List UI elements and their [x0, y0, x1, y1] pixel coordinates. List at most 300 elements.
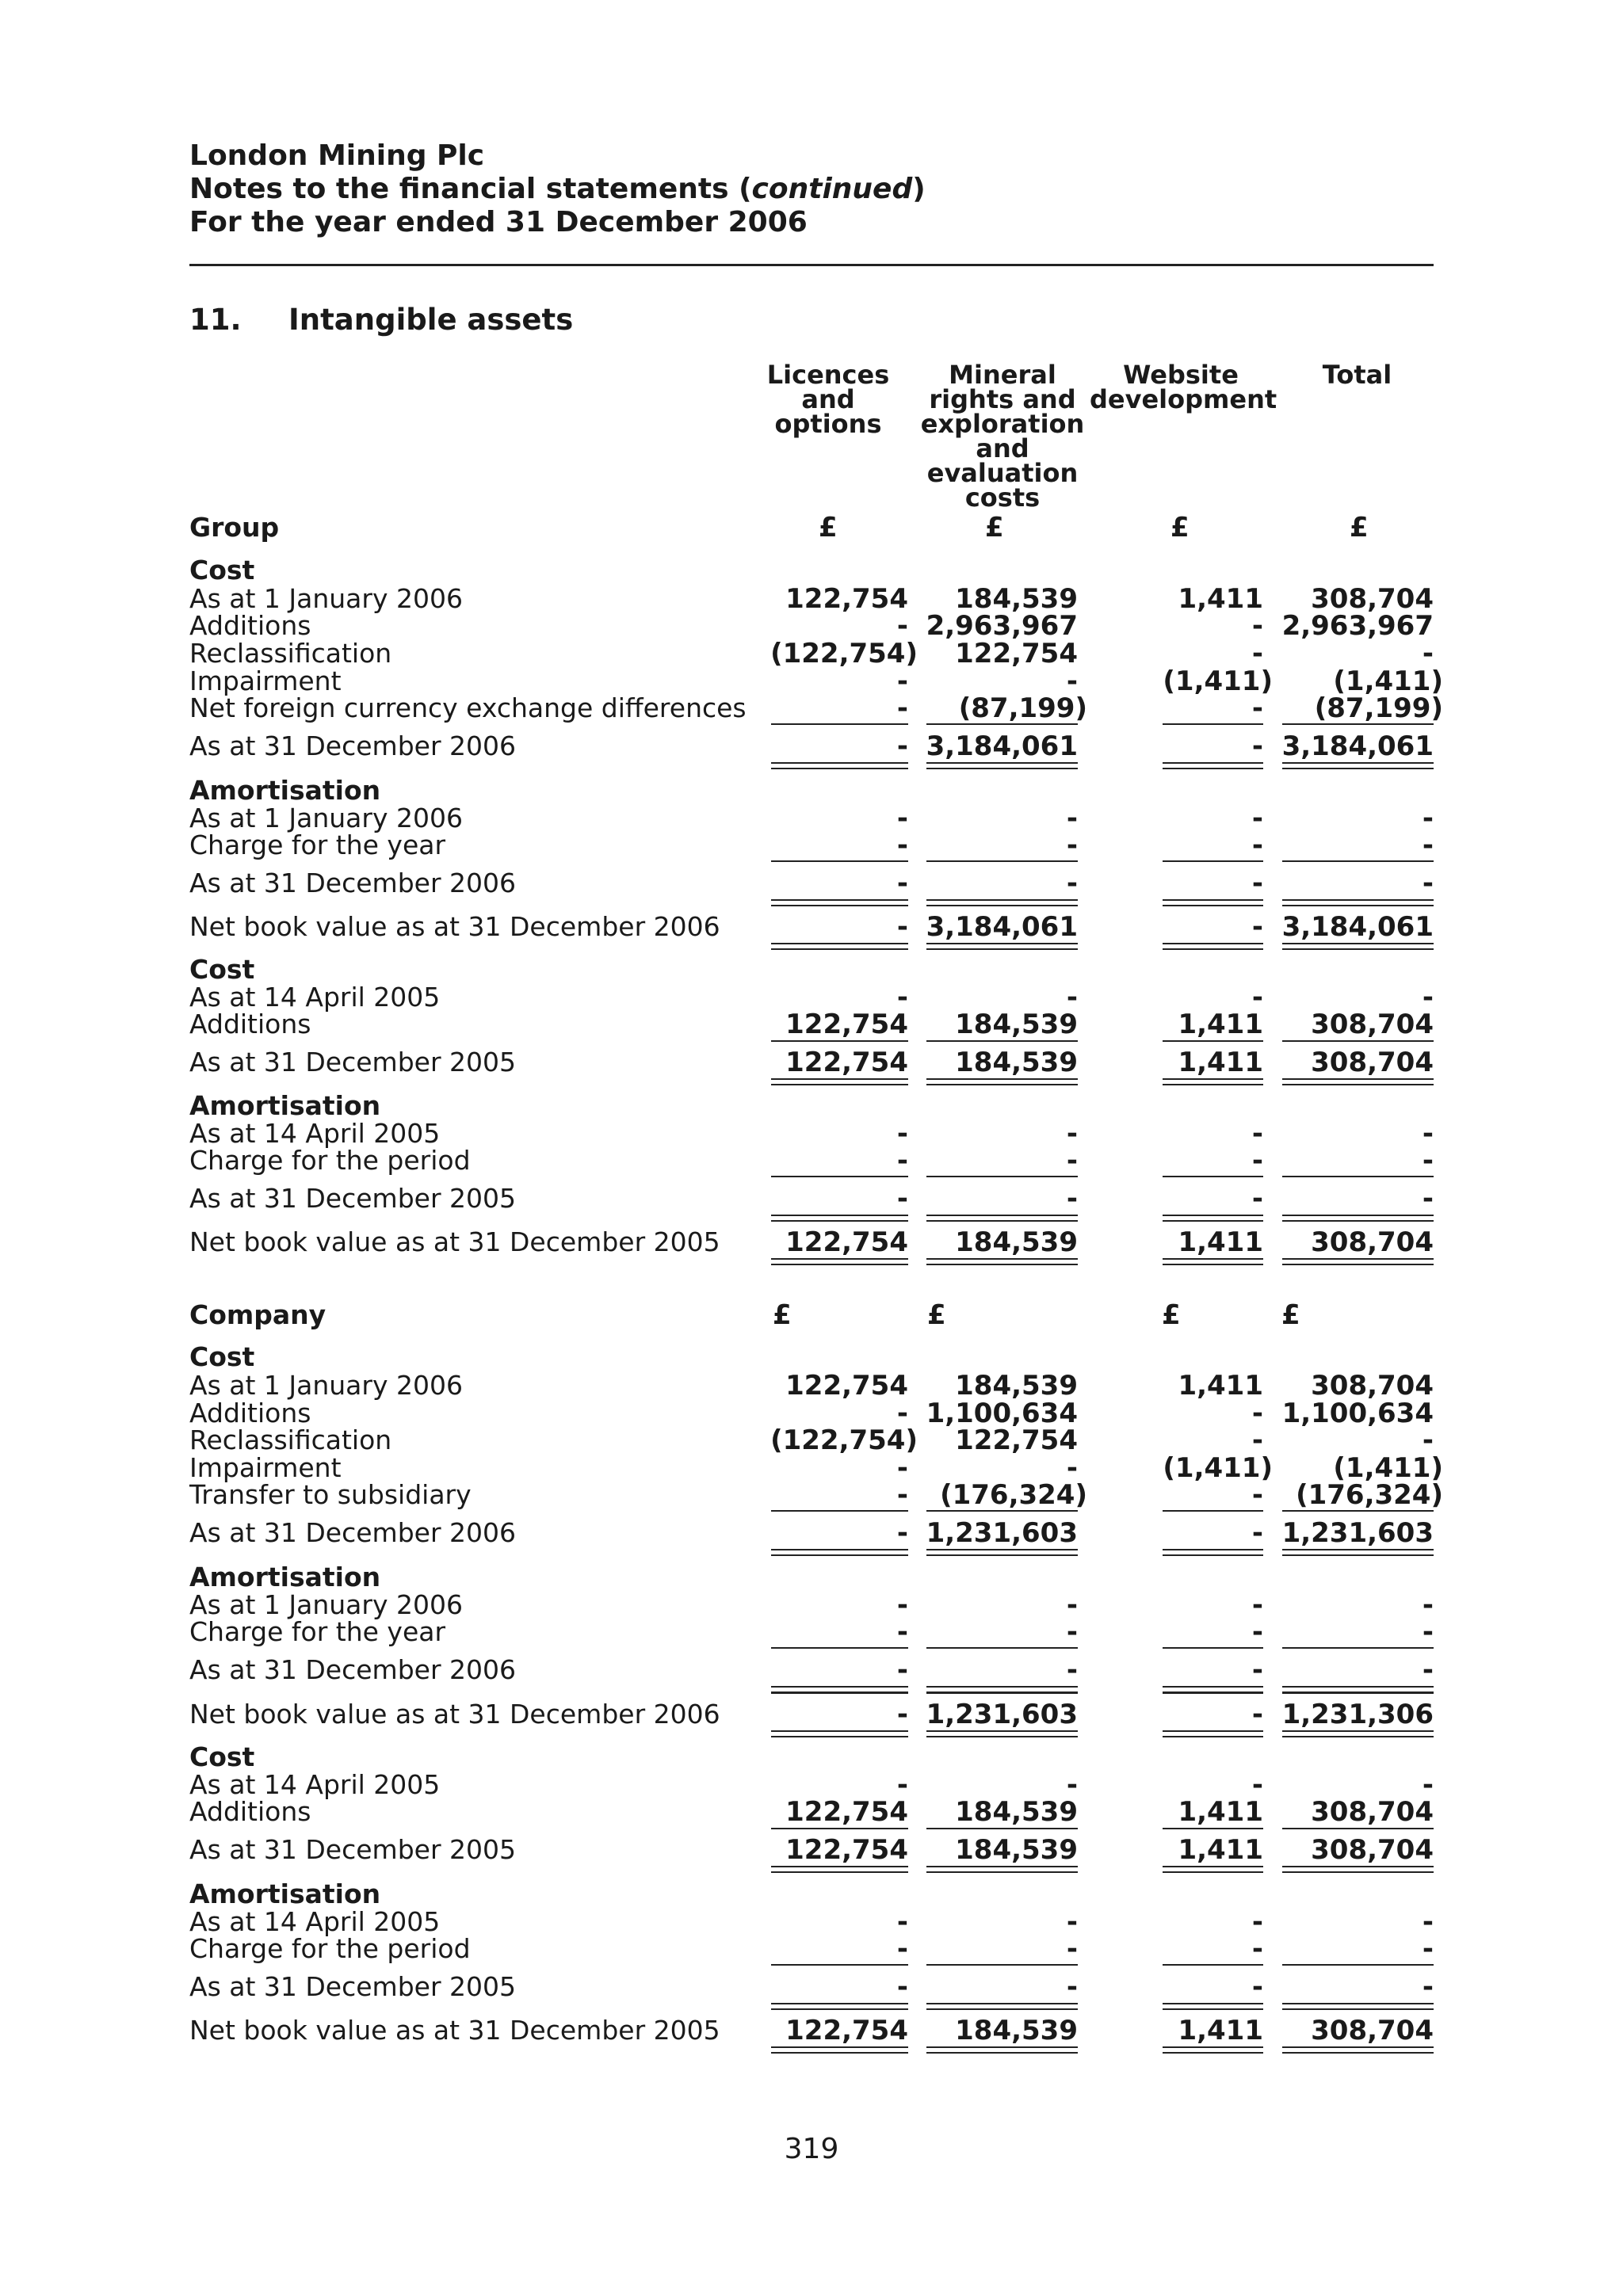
- subtotal-rule: [926, 905, 1078, 906]
- total-double-rule: [771, 1084, 908, 1085]
- row-label: As at 31 December 2005: [189, 1183, 516, 1214]
- table-cell: 184,539: [955, 583, 1078, 615]
- table-cell: -: [1251, 1118, 1263, 1150]
- table-cell: -: [1251, 1906, 1263, 1938]
- total-double-rule: [926, 948, 1078, 950]
- total-double-rule: [771, 768, 908, 769]
- total-double-rule: [771, 1686, 908, 1688]
- table-row: [0, 1517, 1623, 1549]
- total-double-rule: [926, 768, 1078, 769]
- header-divider: [189, 264, 1434, 266]
- table-cell: -: [1251, 1425, 1263, 1456]
- row-label: As at 31 December 2005: [189, 1834, 516, 1865]
- table-cell: -: [1422, 1654, 1434, 1686]
- table-row: [0, 1183, 1623, 1215]
- row-label: As at 14 April 2005: [189, 1906, 441, 1937]
- total-double-rule: [771, 948, 908, 950]
- table-cell: -: [1066, 1589, 1078, 1621]
- table-cell: (87,199): [958, 692, 1087, 724]
- subtotal-rule: [1282, 1040, 1434, 1042]
- total-double-rule: [1282, 2046, 1434, 2048]
- table-cell: (1,411): [1333, 666, 1443, 697]
- table-cell: -: [1251, 1145, 1263, 1177]
- table-cell: -: [1251, 730, 1263, 762]
- table-row: [0, 1796, 1623, 1828]
- table-row: [0, 911, 1623, 943]
- table-cell: -: [896, 803, 908, 834]
- table-cell: -: [896, 1971, 908, 2003]
- total-double-rule: [1282, 1866, 1434, 1867]
- subtotal-rule: [1282, 2008, 1434, 2010]
- table-cell: -: [1066, 830, 1078, 861]
- row-label: Cost: [189, 555, 255, 585]
- table-row: [0, 1616, 1623, 1648]
- table-cell: -: [896, 1906, 908, 1938]
- table-row: [0, 1562, 1623, 1590]
- row-label: Reclassification: [189, 1425, 392, 1455]
- table-cell: -: [896, 830, 908, 861]
- table-cell: -: [1066, 868, 1078, 899]
- table-cell: -: [1251, 830, 1263, 861]
- row-label: Additions: [189, 1398, 311, 1428]
- table-row: [0, 1906, 1623, 1938]
- table-row: [0, 583, 1623, 615]
- subtotal-rule: [771, 860, 908, 862]
- table-cell: 308,704: [1311, 1047, 1434, 1078]
- subtotal-rule: [1163, 1176, 1263, 1177]
- total-double-rule: [1282, 762, 1434, 764]
- table-cell: 308,704: [1311, 1226, 1434, 1258]
- row-label: Amortisation: [189, 775, 381, 806]
- table-cell: 184,539: [955, 1370, 1078, 1402]
- table-row: [0, 1699, 1623, 1730]
- row-label: Cost: [189, 1341, 255, 1372]
- table-cell: -: [896, 1616, 908, 1648]
- subtotal-rule: [1163, 1692, 1263, 1694]
- total-double-rule: [771, 1866, 908, 1867]
- table-cell: 184,539: [955, 1047, 1078, 1078]
- table-cell: 308,704: [1311, 1370, 1434, 1402]
- row-label: As at 31 December 2006: [189, 868, 516, 898]
- table-row: [0, 1425, 1623, 1456]
- section-title: Intangible assets: [288, 303, 574, 337]
- table-cell: 122,754: [955, 1425, 1078, 1456]
- total-double-rule: [1163, 943, 1263, 944]
- table-cell: -: [1251, 1933, 1263, 1965]
- total-double-rule: [771, 1258, 908, 1260]
- table-cell: -: [896, 1452, 908, 1484]
- table-cell: -: [1066, 1616, 1078, 1648]
- subtotal-rule: [1163, 723, 1263, 725]
- subtotal-rule: [771, 1220, 908, 1222]
- table-cell: -: [1422, 1183, 1434, 1215]
- row-label: As at 14 April 2005: [189, 1118, 441, 1149]
- table-cell: -: [1422, 868, 1434, 899]
- table-cell: -: [1251, 1589, 1263, 1621]
- table-cell: 122,754: [785, 1226, 908, 1258]
- table-row: [0, 1047, 1623, 1078]
- table-row: [0, 1933, 1623, 1965]
- table-cell: 308,704: [1311, 583, 1434, 615]
- table-cell: -: [1251, 692, 1263, 724]
- table-row: [0, 1834, 1623, 1866]
- row-label: Net book value as at 31 December 2005: [189, 1226, 720, 1257]
- table-cell: -: [1422, 1145, 1434, 1177]
- table-row: [0, 982, 1623, 1013]
- subtotal-rule: [1282, 1964, 1434, 1966]
- subtotal-rule: [1282, 723, 1434, 725]
- row-label: Cost: [189, 954, 255, 985]
- total-double-rule: [1282, 1730, 1434, 1732]
- table-cell: -: [1422, 830, 1434, 861]
- row-label: Company: [189, 1299, 327, 1330]
- row-label: As at 14 April 2005: [189, 1769, 441, 1800]
- table-cell: 308,704: [1311, 1009, 1434, 1040]
- total-double-rule: [771, 1549, 908, 1550]
- subtotal-rule: [926, 2008, 1078, 2010]
- table-cell: 122,754: [785, 1047, 908, 1078]
- table-cell: -: [1422, 1933, 1434, 1965]
- section-heading: [189, 303, 574, 337]
- table-row: [0, 1589, 1623, 1621]
- total-double-rule: [926, 1866, 1078, 1867]
- row-label: As at 31 December 2006: [189, 1654, 516, 1685]
- section-number: 11.: [189, 303, 242, 337]
- subtotal-rule: [1282, 1176, 1434, 1177]
- table-cell: -: [1066, 666, 1078, 697]
- page-number: 319: [784, 2133, 839, 2165]
- table-cell: 1,231,603: [926, 1517, 1078, 1549]
- table-cell: (176,324): [940, 1479, 1087, 1511]
- row-label: As at 14 April 2005: [189, 982, 441, 1013]
- row-label: As at 1 January 2006: [189, 1589, 463, 1620]
- subtotal-rule: [1282, 1510, 1434, 1512]
- table-cell: -: [1251, 1654, 1263, 1686]
- total-double-rule: [771, 1554, 908, 1556]
- table-row: [0, 1769, 1623, 1801]
- total-double-rule: [771, 1736, 908, 1737]
- table-cell: 1,231,603: [926, 1699, 1078, 1730]
- table-cell: 184,539: [955, 1834, 1078, 1866]
- row-label: Charge for the year: [189, 1616, 446, 1647]
- column-header-licences: Licences and options: [766, 360, 890, 439]
- table-cell: -: [1066, 1654, 1078, 1686]
- table-cell: 2,963,967: [926, 610, 1078, 642]
- table-cell: 1,411: [1178, 583, 1263, 615]
- table-cell: -: [1066, 1906, 1078, 1938]
- currency-symbol: £: [1350, 512, 1369, 543]
- table-cell: -: [1422, 1971, 1434, 2003]
- table-row: [0, 775, 1623, 806]
- table-cell: -: [1422, 982, 1434, 1013]
- table-cell: (122,754): [770, 638, 918, 669]
- row-label: As at 31 December 2005: [189, 1971, 516, 2002]
- table-cell: -: [1066, 1118, 1078, 1150]
- table-row: [0, 830, 1623, 861]
- table-cell: -: [1066, 1933, 1078, 1965]
- column-header-mineral-rights: Mineral rights and exploration and evaluation costs: [920, 360, 1085, 513]
- total-double-rule: [771, 1871, 908, 1873]
- table-row: [0, 1479, 1623, 1511]
- table-row: [0, 1145, 1623, 1177]
- table-cell: 1,411: [1178, 1796, 1263, 1828]
- row-label: As at 1 January 2006: [189, 583, 463, 614]
- row-label: Transfer to subsidiary: [189, 1479, 472, 1510]
- table-cell: (122,754): [770, 1425, 918, 1456]
- total-double-rule: [1163, 1866, 1263, 1867]
- row-label: Amortisation: [189, 1090, 381, 1121]
- row-label: As at 1 January 2006: [189, 1370, 463, 1401]
- table-cell: -: [1251, 1699, 1263, 1730]
- table-row: [0, 512, 1623, 543]
- table-row: [0, 730, 1623, 762]
- table-cell: -: [896, 730, 908, 762]
- subtotal-rule: [1282, 1647, 1434, 1649]
- total-double-rule: [1163, 1871, 1263, 1873]
- table-row: [0, 1654, 1623, 1686]
- table-cell: 122,754: [785, 1370, 908, 1402]
- subtotal-rule: [1163, 1964, 1263, 1966]
- notes-title: Notes to the financial statements (continued): [189, 173, 926, 205]
- table-row: [0, 1878, 1623, 1907]
- period-title: For the year ended 31 December 2006: [189, 206, 808, 238]
- table-cell: -: [896, 1699, 908, 1730]
- table-cell: -: [896, 911, 908, 943]
- total-double-rule: [926, 1736, 1078, 1737]
- table-cell: 1,411: [1178, 1226, 1263, 1258]
- table-cell: 184,539: [955, 1226, 1078, 1258]
- table-row: [0, 954, 1623, 985]
- subtotal-rule: [1282, 1828, 1434, 1829]
- currency-symbol: £: [985, 512, 1004, 543]
- row-label: Amortisation: [189, 1562, 381, 1592]
- total-double-rule: [1282, 2052, 1434, 2054]
- table-cell: -: [896, 1479, 908, 1511]
- table-cell: -: [896, 1769, 908, 1801]
- total-double-rule: [1282, 1258, 1434, 1260]
- row-label: Additions: [189, 1009, 311, 1039]
- row-label: As at 31 December 2006: [189, 730, 516, 761]
- subtotal-rule: [926, 860, 1078, 862]
- total-double-rule: [926, 899, 1078, 901]
- table-cell: 122,754: [955, 638, 1078, 669]
- total-double-rule: [926, 1554, 1078, 1556]
- total-double-rule: [1163, 1686, 1263, 1688]
- table-cell: 3,184,061: [926, 911, 1078, 943]
- table-cell: -: [1251, 911, 1263, 943]
- table-cell: -: [1251, 638, 1263, 669]
- total-double-rule: [1163, 762, 1263, 764]
- table-cell: -: [896, 1118, 908, 1150]
- subtotal-rule: [1163, 1040, 1263, 1042]
- table-cell: -: [1422, 1425, 1434, 1456]
- total-double-rule: [926, 762, 1078, 764]
- table-row: [0, 1370, 1623, 1402]
- total-double-rule: [1282, 1264, 1434, 1265]
- table-cell: -: [1422, 1906, 1434, 1938]
- table-cell: 122,754: [785, 583, 908, 615]
- table-cell: -: [896, 1145, 908, 1177]
- table-row: [0, 868, 1623, 899]
- subtotal-rule: [1282, 1220, 1434, 1222]
- total-double-rule: [771, 1078, 908, 1080]
- table-cell: -: [896, 692, 908, 724]
- row-label: As at 1 January 2006: [189, 803, 463, 833]
- total-double-rule: [1163, 899, 1263, 901]
- total-double-rule: [1163, 1215, 1263, 1216]
- table-cell: -: [1066, 803, 1078, 834]
- table-row: [0, 1971, 1623, 2003]
- table-cell: 122,754: [785, 1834, 908, 1866]
- subtotal-rule: [1163, 1647, 1263, 1649]
- total-double-rule: [926, 1215, 1078, 1216]
- table-cell: -: [896, 610, 908, 642]
- table-cell: -: [1422, 1769, 1434, 1801]
- subtotal-rule: [1163, 2008, 1263, 2010]
- subtotal-rule: [1163, 1510, 1263, 1512]
- currency-symbol: £: [927, 1299, 946, 1331]
- total-double-rule: [1163, 1549, 1263, 1550]
- table-cell: 1,411: [1178, 1370, 1263, 1402]
- table-cell: 184,539: [955, 1796, 1078, 1828]
- table-cell: 1,231,603: [1281, 1517, 1434, 1549]
- subtotal-rule: [1282, 905, 1434, 906]
- table-cell: -: [1422, 803, 1434, 834]
- subtotal-rule: [771, 1647, 908, 1649]
- table-row: [0, 1741, 1623, 1770]
- total-double-rule: [1163, 1258, 1263, 1260]
- total-double-rule: [771, 1264, 908, 1265]
- total-double-rule: [771, 2052, 908, 2054]
- total-double-rule: [1282, 1215, 1434, 1216]
- table-row: [0, 1398, 1623, 1429]
- table-cell: 308,704: [1311, 2015, 1434, 2046]
- row-label: Net book value as at 31 December 2006: [189, 911, 720, 942]
- table-cell: -: [896, 1654, 908, 1686]
- row-label: Net book value as at 31 December 2005: [189, 2015, 720, 2046]
- total-double-rule: [926, 1549, 1078, 1550]
- total-double-rule: [1282, 1549, 1434, 1550]
- total-double-rule: [926, 943, 1078, 944]
- table-cell: -: [896, 868, 908, 899]
- total-double-rule: [926, 1686, 1078, 1688]
- total-double-rule: [926, 1730, 1078, 1732]
- table-cell: 3,184,061: [926, 730, 1078, 762]
- total-double-rule: [1282, 1736, 1434, 1737]
- document-header: [189, 139, 926, 239]
- currency-symbol: £: [1162, 1299, 1181, 1331]
- subtotal-rule: [771, 905, 908, 906]
- total-double-rule: [1163, 1078, 1263, 1080]
- subtotal-rule: [771, 1040, 908, 1042]
- total-double-rule: [771, 899, 908, 901]
- table-cell: -: [1251, 1971, 1263, 2003]
- subtotal-rule: [771, 1692, 908, 1694]
- total-double-rule: [1163, 1264, 1263, 1265]
- total-double-rule: [1282, 899, 1434, 901]
- table-cell: -: [1251, 1479, 1263, 1511]
- subtotal-rule: [1163, 1220, 1263, 1222]
- table-cell: -: [1066, 1971, 1078, 2003]
- subtotal-rule: [1163, 905, 1263, 906]
- total-double-rule: [1163, 948, 1263, 950]
- subtotal-rule: [926, 1647, 1078, 1649]
- table-row: [0, 1341, 1623, 1370]
- total-double-rule: [926, 1258, 1078, 1260]
- table-cell: 3,184,061: [1281, 730, 1434, 762]
- row-label: As at 31 December 2005: [189, 1047, 516, 1077]
- total-double-rule: [926, 1871, 1078, 1873]
- table-cell: -: [1066, 1452, 1078, 1484]
- total-double-rule: [1282, 1686, 1434, 1688]
- table-cell: 184,539: [955, 2015, 1078, 2046]
- row-label: Charge for the year: [189, 830, 446, 860]
- table-row: [0, 1009, 1623, 1040]
- subtotal-rule: [1282, 1692, 1434, 1694]
- subtotal-rule: [926, 723, 1078, 725]
- currency-symbol: £: [1281, 1299, 1300, 1331]
- row-label: Charge for the period: [189, 1145, 471, 1176]
- row-label: Amortisation: [189, 1878, 381, 1909]
- table-cell: -: [896, 1589, 908, 1621]
- row-label: Group: [189, 512, 280, 543]
- subtotal-rule: [1163, 1828, 1263, 1829]
- total-double-rule: [1163, 2003, 1263, 2004]
- table-cell: (1,411): [1163, 1452, 1273, 1484]
- total-double-rule: [926, 1264, 1078, 1265]
- row-label: Additions: [189, 610, 311, 641]
- table-cell: 2,963,967: [1281, 610, 1434, 642]
- total-double-rule: [771, 943, 908, 944]
- total-double-rule: [1163, 2046, 1263, 2048]
- currency-symbol: £: [773, 1299, 792, 1331]
- table-cell: -: [1251, 803, 1263, 834]
- table-cell: -: [1251, 610, 1263, 642]
- table-row: [0, 2015, 1623, 2046]
- table-cell: -: [1422, 1589, 1434, 1621]
- table-row: [0, 666, 1623, 697]
- total-double-rule: [771, 762, 908, 764]
- column-header-total: Total: [1322, 360, 1392, 390]
- table-cell: (176,324): [1296, 1479, 1443, 1511]
- table-cell: 122,754: [785, 1796, 908, 1828]
- table-cell: 1,411: [1178, 1009, 1263, 1040]
- table-cell: 1,411: [1178, 2015, 1263, 2046]
- table-cell: -: [1066, 982, 1078, 1013]
- row-label: Additions: [189, 1796, 311, 1827]
- subtotal-rule: [1282, 860, 1434, 862]
- total-double-rule: [1282, 1871, 1434, 1873]
- table-cell: (1,411): [1333, 1452, 1443, 1484]
- total-double-rule: [771, 2046, 908, 2048]
- table-cell: -: [896, 982, 908, 1013]
- subtotal-rule: [926, 1040, 1078, 1042]
- currency-symbol: £: [1170, 512, 1190, 543]
- subtotal-rule: [771, 1510, 908, 1512]
- table-cell: 122,754: [785, 1009, 908, 1040]
- company-name: London Mining Plc: [189, 139, 485, 172]
- table-cell: -: [1251, 868, 1263, 899]
- row-label: Reclassification: [189, 638, 392, 669]
- table-cell: -: [1251, 1398, 1263, 1429]
- subtotal-rule: [926, 1692, 1078, 1694]
- subtotal-rule: [1163, 860, 1263, 862]
- subtotal-rule: [926, 1964, 1078, 1966]
- subtotal-rule: [771, 1964, 908, 1966]
- currency-symbol: £: [819, 512, 838, 543]
- total-double-rule: [1163, 1730, 1263, 1732]
- total-double-rule: [926, 1078, 1078, 1080]
